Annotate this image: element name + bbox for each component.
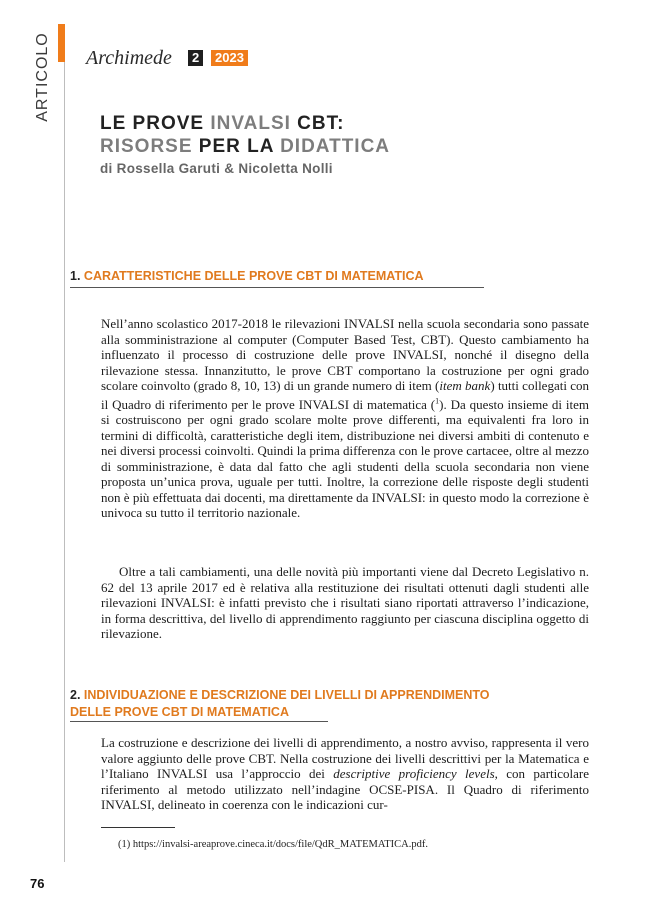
footnote-marker: (1) <box>118 839 131 850</box>
header-accent-bar <box>58 24 65 62</box>
section-1-heading <box>70 268 424 285</box>
journal-title: Archimede <box>86 47 172 69</box>
section-number: 2. <box>70 688 81 702</box>
footnote-link[interactable]: https://invalsi-areaprove.cineca.it/docs/file/QdR_MATEMATICA.pdf. <box>132 839 428 850</box>
footnote-rule <box>101 827 175 828</box>
issue-year: 2023 <box>211 50 248 66</box>
section-title-line-2: DELLE PROVE CBT DI MATEMATICA <box>70 705 289 719</box>
article-title-line-1: LE PROVE INVALSI CBT: <box>100 113 345 134</box>
section-1-paragraph-1: Nell’anno scolastico 2017-2018 le rilevazioni INVALSI nella scuola secondaria sono passate alla somministrazione al computer (Computer Based Test, CBT). Questo cambiamento ha influenzato il processo di costruzione delle prove INVALSI, nonché il disegno della rilevazione stessa. Innanzitutto, le prove CBT comportano la costruzione per ogni grado scolare coinvolto (grado 8, 10, 13) di un grande numero di item (item bank) tutti collegati con il Quadro di riferimento per le prove INVALSI di matematica ($^1$). Da questo insieme di item si costruiscono per ogni grado scolare molte prove differenti, ma equivalenti fra loro in termini di difficoltà, caratteristiche degli item, distribuzione nei diversi ambiti di contenuto e nei diversi processi coinvolti. Quindi la prima differenza con le prove cartacee, oltre al mezzo di somministrazione, è data dal fatto che agli studenti della scuola secondaria non viene proposta un’unica prova, uguale per tutti. Inoltre, la correzione delle risposte degli studenti non è più effettuata dai docenti, ma direttamente da INVALSI: in questo modo la correzione è univoca su tutto il territorio nazionale. <box>101 316 589 521</box>
article-title-line-2: RISORSE PER LA DIDATTICA <box>100 136 391 157</box>
side-label <box>32 30 54 124</box>
section-2-rule <box>70 721 328 722</box>
article-title <box>100 112 390 158</box>
section-1-paragraph-2: Oltre a tali cambiamenti, una delle novità più importanti viene dal Decreto Legislativo n. 62 del 13 aprile 2017 ed è relativa alla restituzione dei risultati ottenuti dagli studenti alle rilevazioni INVALSI: è infatti previsto che i risultati siano riportati attraverso l’indicazione, in forma descrittiva, del livello di apprendimento raggiunto per ciascuna disciplina oggetto di rilevazione. <box>101 564 589 641</box>
section-2-heading <box>70 687 490 721</box>
page-number: 76 <box>30 876 45 891</box>
section-number: 1. <box>70 269 81 283</box>
issue-number: 2 <box>188 50 203 66</box>
section-title-line-1: INDIVIDUAZIONE E DESCRIZIONE DEI LIVELLI DI APPRENDIMENTO <box>83 688 490 702</box>
side-label-text: ARTICOLO <box>34 32 51 122</box>
margin-rule <box>64 62 65 862</box>
section-2-paragraph-1: La costruzione e descrizione dei livelli di apprendimento, a nostro avviso, rappresenta il vero valore aggiunto delle prove CBT. Nella costruzione dei livelli descrittivi per la Matematica e l’Italiano INVALSI usa l’approccio dei descriptive proficiency levels, con particolare riferimento al metodo utilizzato nell’indagine OCSE-PISA. Il Quadro di riferimento INVALSI, delineato in coerenza con le indicazioni cur- <box>101 735 590 812</box>
article-authors: di Rossella Garuti & Nicoletta Nolli <box>100 161 333 176</box>
footnote <box>118 839 428 850</box>
section-1-rule <box>70 287 484 288</box>
section-title: CARATTERISTICHE DELLE PROVE CBT DI MATEMATICA <box>83 269 424 283</box>
